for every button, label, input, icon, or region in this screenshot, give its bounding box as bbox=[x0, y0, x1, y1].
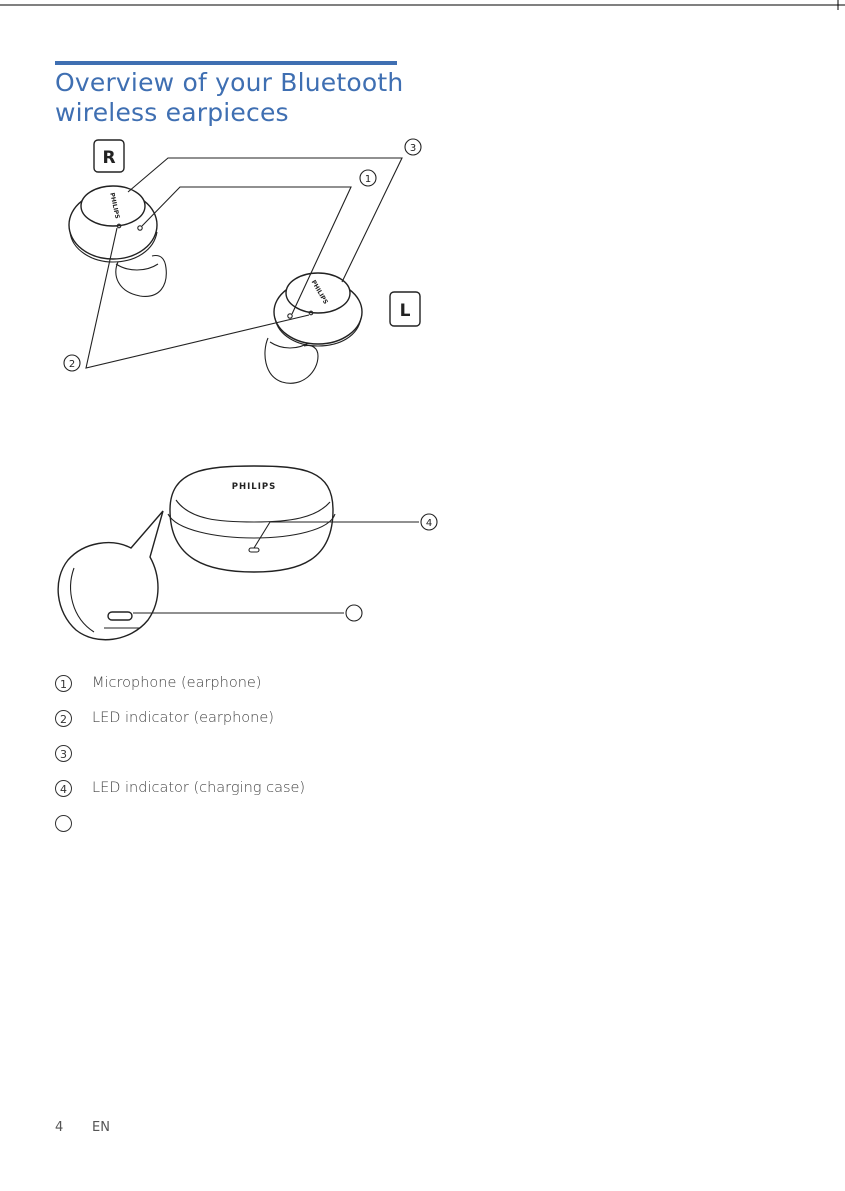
right-badge-label: R bbox=[102, 148, 116, 168]
callout-1-label: 1 bbox=[364, 174, 372, 185]
right-earbud bbox=[69, 186, 166, 296]
callout-3 bbox=[128, 139, 421, 282]
legend-number: 3 bbox=[55, 745, 72, 762]
charging-case bbox=[168, 466, 335, 572]
right-earbud-badge bbox=[94, 140, 124, 172]
left-badge-label: L bbox=[399, 301, 411, 321]
title-line-2: wireless earpieces bbox=[55, 98, 289, 127]
legend-number: 1 bbox=[55, 675, 72, 692]
case-brand: PHILIPS bbox=[231, 482, 277, 492]
callout-3-label: 3 bbox=[409, 143, 417, 154]
legend-label: LED indicator (charging case) bbox=[92, 780, 306, 796]
callout-5 bbox=[133, 605, 362, 621]
left-earbud bbox=[265, 273, 362, 383]
legend-label: LED indicator (earphone) bbox=[92, 710, 274, 726]
legend-number: 4 bbox=[55, 780, 72, 797]
right-earbud-brand: PHILIPS bbox=[108, 192, 121, 220]
callout-2-label: 2 bbox=[68, 359, 76, 370]
page-number: 4 bbox=[55, 1120, 64, 1135]
legend-label: Microphone (earphone) bbox=[92, 675, 262, 691]
zoom-detail bbox=[58, 511, 163, 640]
callout-4-label: 4 bbox=[425, 518, 433, 529]
legend-number bbox=[55, 815, 72, 832]
title-line-1: Overview of your Bluetooth bbox=[55, 68, 404, 97]
left-earbud-badge bbox=[390, 292, 420, 326]
legend-number: 2 bbox=[55, 710, 72, 727]
left-earbud-brand: PHILIPS bbox=[309, 279, 329, 306]
language-code: EN bbox=[92, 1120, 110, 1135]
